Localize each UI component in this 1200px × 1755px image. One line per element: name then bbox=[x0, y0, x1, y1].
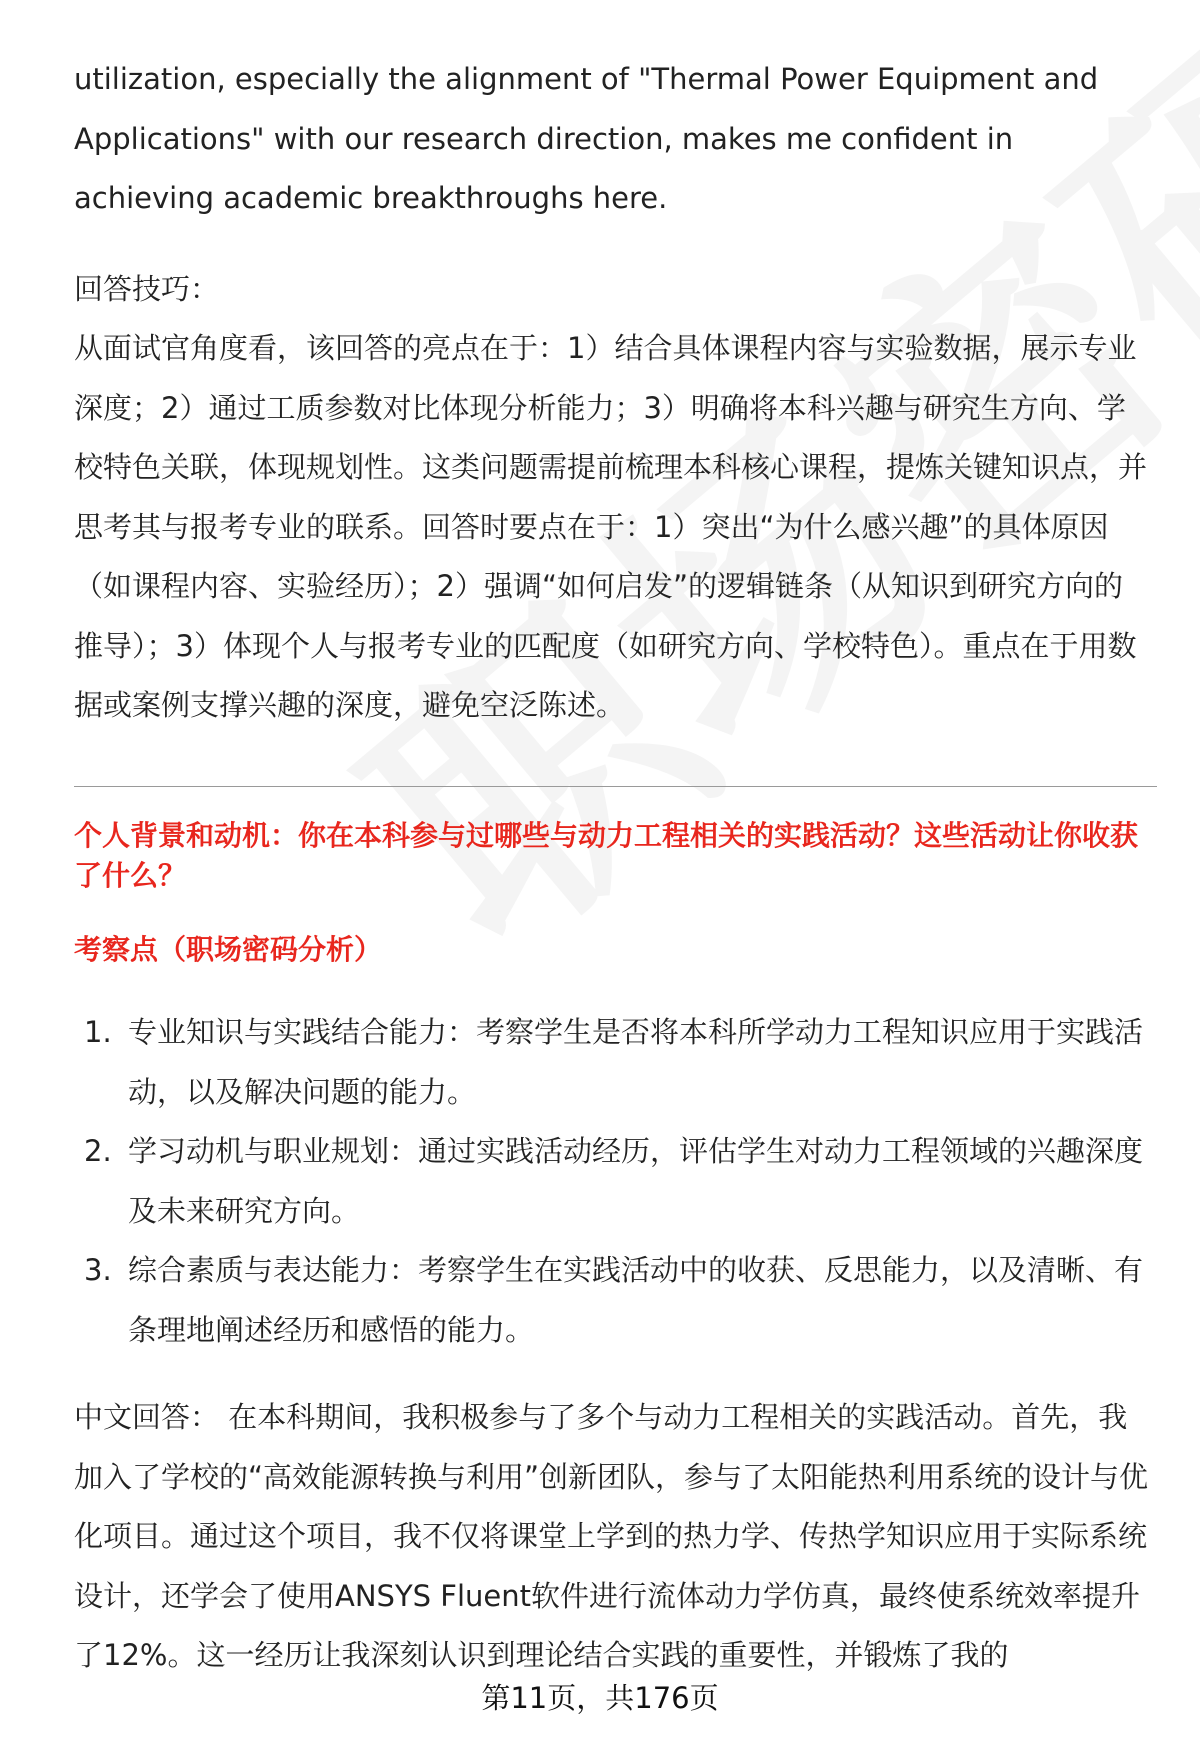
list-number: 1. bbox=[84, 1015, 112, 1049]
answer-paragraph: 中文回答： 在本科期间，我积极参与了多个与动力工程相关的实践活动。首先，我加入了学校的“高效能源转换与利用”创新团队，参与了太阳能热利用系统的设计与优化项目。通过这个项目，我不仅将课堂上学到的热力学、传热学知识应用于实际系统设计，还学会了使用ANSYS Fluent软件进行流体动力学仿真，最终使系统效率提升了12%。这一经历让我深刻认识到理论结合实践的重要性，并锻炼了我的 bbox=[74, 1400, 1149, 1672]
list-item bbox=[74, 1241, 1149, 1360]
list-number: 3. bbox=[84, 1253, 112, 1287]
points-list bbox=[74, 1003, 1149, 1360]
list-item-text: 综合素质与表达能力：考察学生在实践活动中的收获、反思能力，以及清晰、有条理地阐述经历和感悟的能力。 bbox=[128, 1253, 1144, 1347]
page-footer: 第11页，共176页 bbox=[481, 1681, 719, 1715]
list-item-text: 专业知识与实践结合能力：考察学生是否将本科所学动力工程知识应用于实践活动，以及解决问题的能力。 bbox=[128, 1015, 1144, 1109]
points-heading: 考察点（职场密码分析） bbox=[74, 933, 383, 966]
list-number: 2. bbox=[84, 1134, 112, 1168]
section-divider bbox=[74, 786, 1157, 787]
tips-label: 回答技巧： bbox=[74, 272, 220, 306]
list-item bbox=[74, 1003, 1149, 1122]
list-item-text: 学习动机与职业规划：通过实践活动经历，评估学生对动力工程领域的兴趣深度及未来研究方向。 bbox=[128, 1134, 1144, 1228]
question-heading: 个人背景和动机：你在本科参与过哪些与动力工程相关的实践活动？这些活动让你收获了什么？ bbox=[74, 819, 1139, 892]
intro-paragraph: utilization, especially the alignment of "Thermal Power Equipment and Applications" with our research direction, makes me confident in achieving academic breakthroughs here. bbox=[74, 62, 1099, 215]
list-item bbox=[74, 1122, 1149, 1241]
tips-body: 从面试官角度看，该回答的亮点在于：1）结合具体课程内容与实验数据，展示专业深度；2）通过工质参数对比体现分析能力；3）明确将本科兴趣与研究生方向、学校特色关联，体现规划性。这类问题需提前梳理本科核心课程，提炼关键知识点，并思考其与报考专业的联系。回答时要点在于：1）突出“为什么感兴趣”的具体原因（如课程内容、实验经历）；2）强调“如何启发”的逻辑链条（从知识到研究方向的推导）；3）体现个人与报考专业的匹配度（如研究方向、学校特色）。重点在于用数据或案例支撑兴趣的深度，避免空泛陈述。 bbox=[74, 331, 1148, 722]
